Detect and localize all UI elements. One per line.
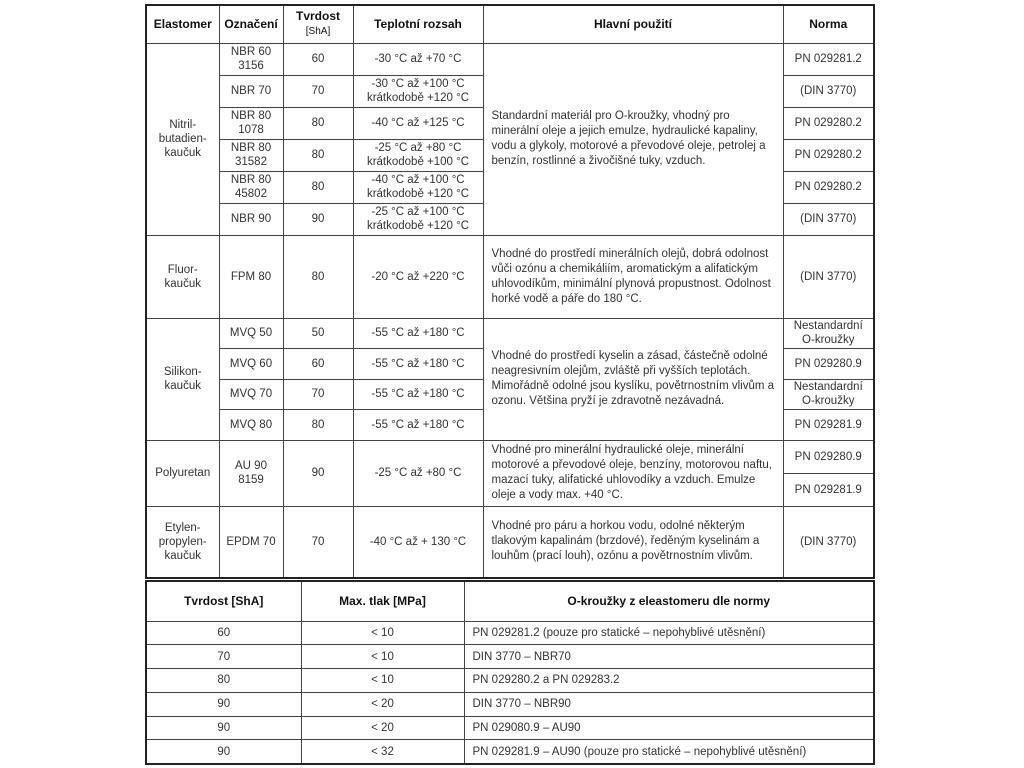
designation: AU 90 8159 <box>219 440 283 506</box>
temperature-range: -25 °C až +100 °C krátkodobě +120 °C <box>353 203 483 235</box>
hardness: 50 <box>283 318 353 349</box>
norm: PN 029281.2 <box>783 43 874 75</box>
designation: MVQ 60 <box>219 349 283 380</box>
temperature-range: -30 °C až +70 °C <box>353 43 483 75</box>
elastomer-name: Fluor- kaučuk <box>146 235 219 318</box>
header-hardness-unit: [ShA] <box>305 26 331 38</box>
temperature-range: -30 °C až +100 °C krátkodobě +120 °C <box>353 75 483 107</box>
hardness: 80 <box>283 410 353 441</box>
max-pressure: < 32 <box>301 740 464 764</box>
norm: PN 029281.9 <box>783 410 874 441</box>
designation: NBR 80 1078 <box>219 107 283 139</box>
table-row <box>146 235 874 318</box>
elastomer-name: Polyuretan <box>146 440 219 506</box>
main-usage: Standardní materiál pro O-kroužky, vhodný pro minerální oleje a jejich emulze, hydraulické kapaliny, vodu a glykoly, motorové a převodové oleje, petrolej a benzín, rostlinné a živočišné tuky, vzduch. <box>483 43 783 235</box>
header-hardness <box>283 5 353 43</box>
header-row <box>146 5 874 43</box>
o-rings-norm: DIN 3770 – NBR90 <box>464 692 874 716</box>
hardness: 90 <box>283 440 353 506</box>
max-pressure: < 10 <box>301 645 464 669</box>
header-max-pressure: Max. tlak [MPa] <box>301 581 464 621</box>
norm: PN 029280.9 <box>783 440 874 473</box>
hardness: 90 <box>146 692 301 716</box>
norm: PN 029281.9 <box>783 473 874 506</box>
norm: Nestandardní O-kroužky <box>783 318 874 349</box>
hardness: 70 <box>283 379 353 410</box>
designation: MVQ 70 <box>219 379 283 410</box>
hardness: 60 <box>283 349 353 380</box>
hardness: 80 <box>283 107 353 139</box>
table-row <box>146 621 874 645</box>
temperature-range: -55 °C až +180 °C <box>353 349 483 380</box>
temperature-range: -55 °C až +180 °C <box>353 410 483 441</box>
norm: PN 029280.2 <box>783 139 874 171</box>
temperature-range: -40 °C až +125 °C <box>353 107 483 139</box>
table-row <box>146 669 874 693</box>
table-row <box>146 506 874 578</box>
max-pressure: < 20 <box>301 716 464 740</box>
hardness: 70 <box>283 506 353 578</box>
elastomer-name: Nitril- butadien- kaučuk <box>146 43 219 235</box>
hardness: 80 <box>283 171 353 203</box>
norm: (DIN 3770) <box>783 75 874 107</box>
header-norm: Norma <box>783 5 874 43</box>
o-rings-norm: PN 029280.2 a PN 029283.2 <box>464 669 874 693</box>
hardness: 60 <box>283 43 353 75</box>
elastomer-materials-table <box>145 4 875 579</box>
norm: (DIN 3770) <box>783 203 874 235</box>
designation: NBR 80 31582 <box>219 139 283 171</box>
max-pressure: < 10 <box>301 669 464 693</box>
table-row <box>146 645 874 669</box>
temperature-range: -40 °C až +100 °C krátkodobě +120 °C <box>353 171 483 203</box>
table-row <box>146 692 874 716</box>
norm: PN 029280.2 <box>783 171 874 203</box>
designation: MVQ 50 <box>219 318 283 349</box>
header-hardness: Tvrdost [ShA] <box>146 581 301 621</box>
designation: NBR 60 3156 <box>219 43 283 75</box>
designation: EPDM 70 <box>219 506 283 578</box>
header-usage: Hlavní použití <box>483 5 783 43</box>
table-row <box>146 440 874 473</box>
norm: Nestandardní O-kroužky <box>783 379 874 410</box>
main-usage: Vhodné do prostředí minerálních olejů, dobrá odolnost vůči ozónu a chemikáliím, aromatickým a alifatickým uhlovodíkům, minimální plynová propustnost. Odolnost horké vodě a páře do 180 °C. <box>483 235 783 318</box>
norm: PN 029280.9 <box>783 349 874 380</box>
header-row <box>146 581 874 621</box>
o-rings-norm: PN 029281.2 (pouze pro statické – nepohyblivé utěsnění) <box>464 621 874 645</box>
hardness: 70 <box>146 645 301 669</box>
designation: NBR 70 <box>219 75 283 107</box>
designation: MVQ 80 <box>219 410 283 441</box>
table-row <box>146 740 874 764</box>
hardness: 80 <box>283 139 353 171</box>
table-row <box>146 43 874 75</box>
temperature-range: -25 °C až +80 °C krátkodobě +100 °C <box>353 139 483 171</box>
designation: NBR 80 45802 <box>219 171 283 203</box>
temperature-range: -55 °C až +180 °C <box>353 379 483 410</box>
temperature-range: -25 °C až +80 °C <box>353 440 483 506</box>
header-hardness-label: Tvrdost <box>295 9 340 24</box>
designation: FPM 80 <box>219 235 283 318</box>
max-pressure: < 20 <box>301 692 464 716</box>
header-temperature: Teplotní rozsah <box>353 5 483 43</box>
o-rings-norm: DIN 3770 – NBR70 <box>464 645 874 669</box>
o-rings-norm: PN 029080.9 – AU90 <box>464 716 874 740</box>
main-usage: Vhodné pro minerální hydraulické oleje, minerální motorové a převodové oleje, benzíny, motorovou naftu, mazací tuky, alifatické uhlovodíky a vzduch. Emulze oleje a vody max. +40 °C. <box>483 440 783 506</box>
hardness: 80 <box>283 235 353 318</box>
max-pressure: < 10 <box>301 621 464 645</box>
main-usage: Vhodné pro páru a horkou vodu, odolné některým tlakovým kapalinám (brzdové), ředěným kyselinám a louhům (prací louh), ozónu a povětrnostním vlivům. <box>483 506 783 578</box>
norm: (DIN 3770) <box>783 235 874 318</box>
main-usage: Vhodné do prostředí kyselin a zásad, částečně odolné neagresivním olejům, zvláště při vyšších teplotách. Mimořádně odolné jsou kyslíku, povětrnostním vlivům a ozonu. Většina pryží je zdravotně nezávadná. <box>483 318 783 440</box>
header-elastomer: Elastomer <box>146 5 219 43</box>
hardness: 90 <box>146 716 301 740</box>
header-designation: Označení <box>219 5 283 43</box>
o-rings-norm: PN 029281.9 – AU90 (pouze pro statické – nepohyblivé utěsnění) <box>464 740 874 764</box>
elastomer-name: Etylen- propylen- kaučuk <box>146 506 219 578</box>
temperature-range: -40 °C až + 130 °C <box>353 506 483 578</box>
table-row <box>146 318 874 349</box>
temperature-range: -20 °C až +220 °C <box>353 235 483 318</box>
pressure-table <box>145 580 875 765</box>
hardness: 70 <box>283 75 353 107</box>
temperature-range: -55 °C až +180 °C <box>353 318 483 349</box>
header-o-rings-norm: O-kroužky z eleastomeru dle normy <box>464 581 874 621</box>
elastomer-name: Silikon- kaučuk <box>146 318 219 440</box>
table-row <box>146 716 874 740</box>
designation: NBR 90 <box>219 203 283 235</box>
hardness: 90 <box>146 740 301 764</box>
hardness: 80 <box>146 669 301 693</box>
hardness: 90 <box>283 203 353 235</box>
hardness: 60 <box>146 621 301 645</box>
norm: PN 029280.2 <box>783 107 874 139</box>
norm: (DIN 3770) <box>783 506 874 578</box>
